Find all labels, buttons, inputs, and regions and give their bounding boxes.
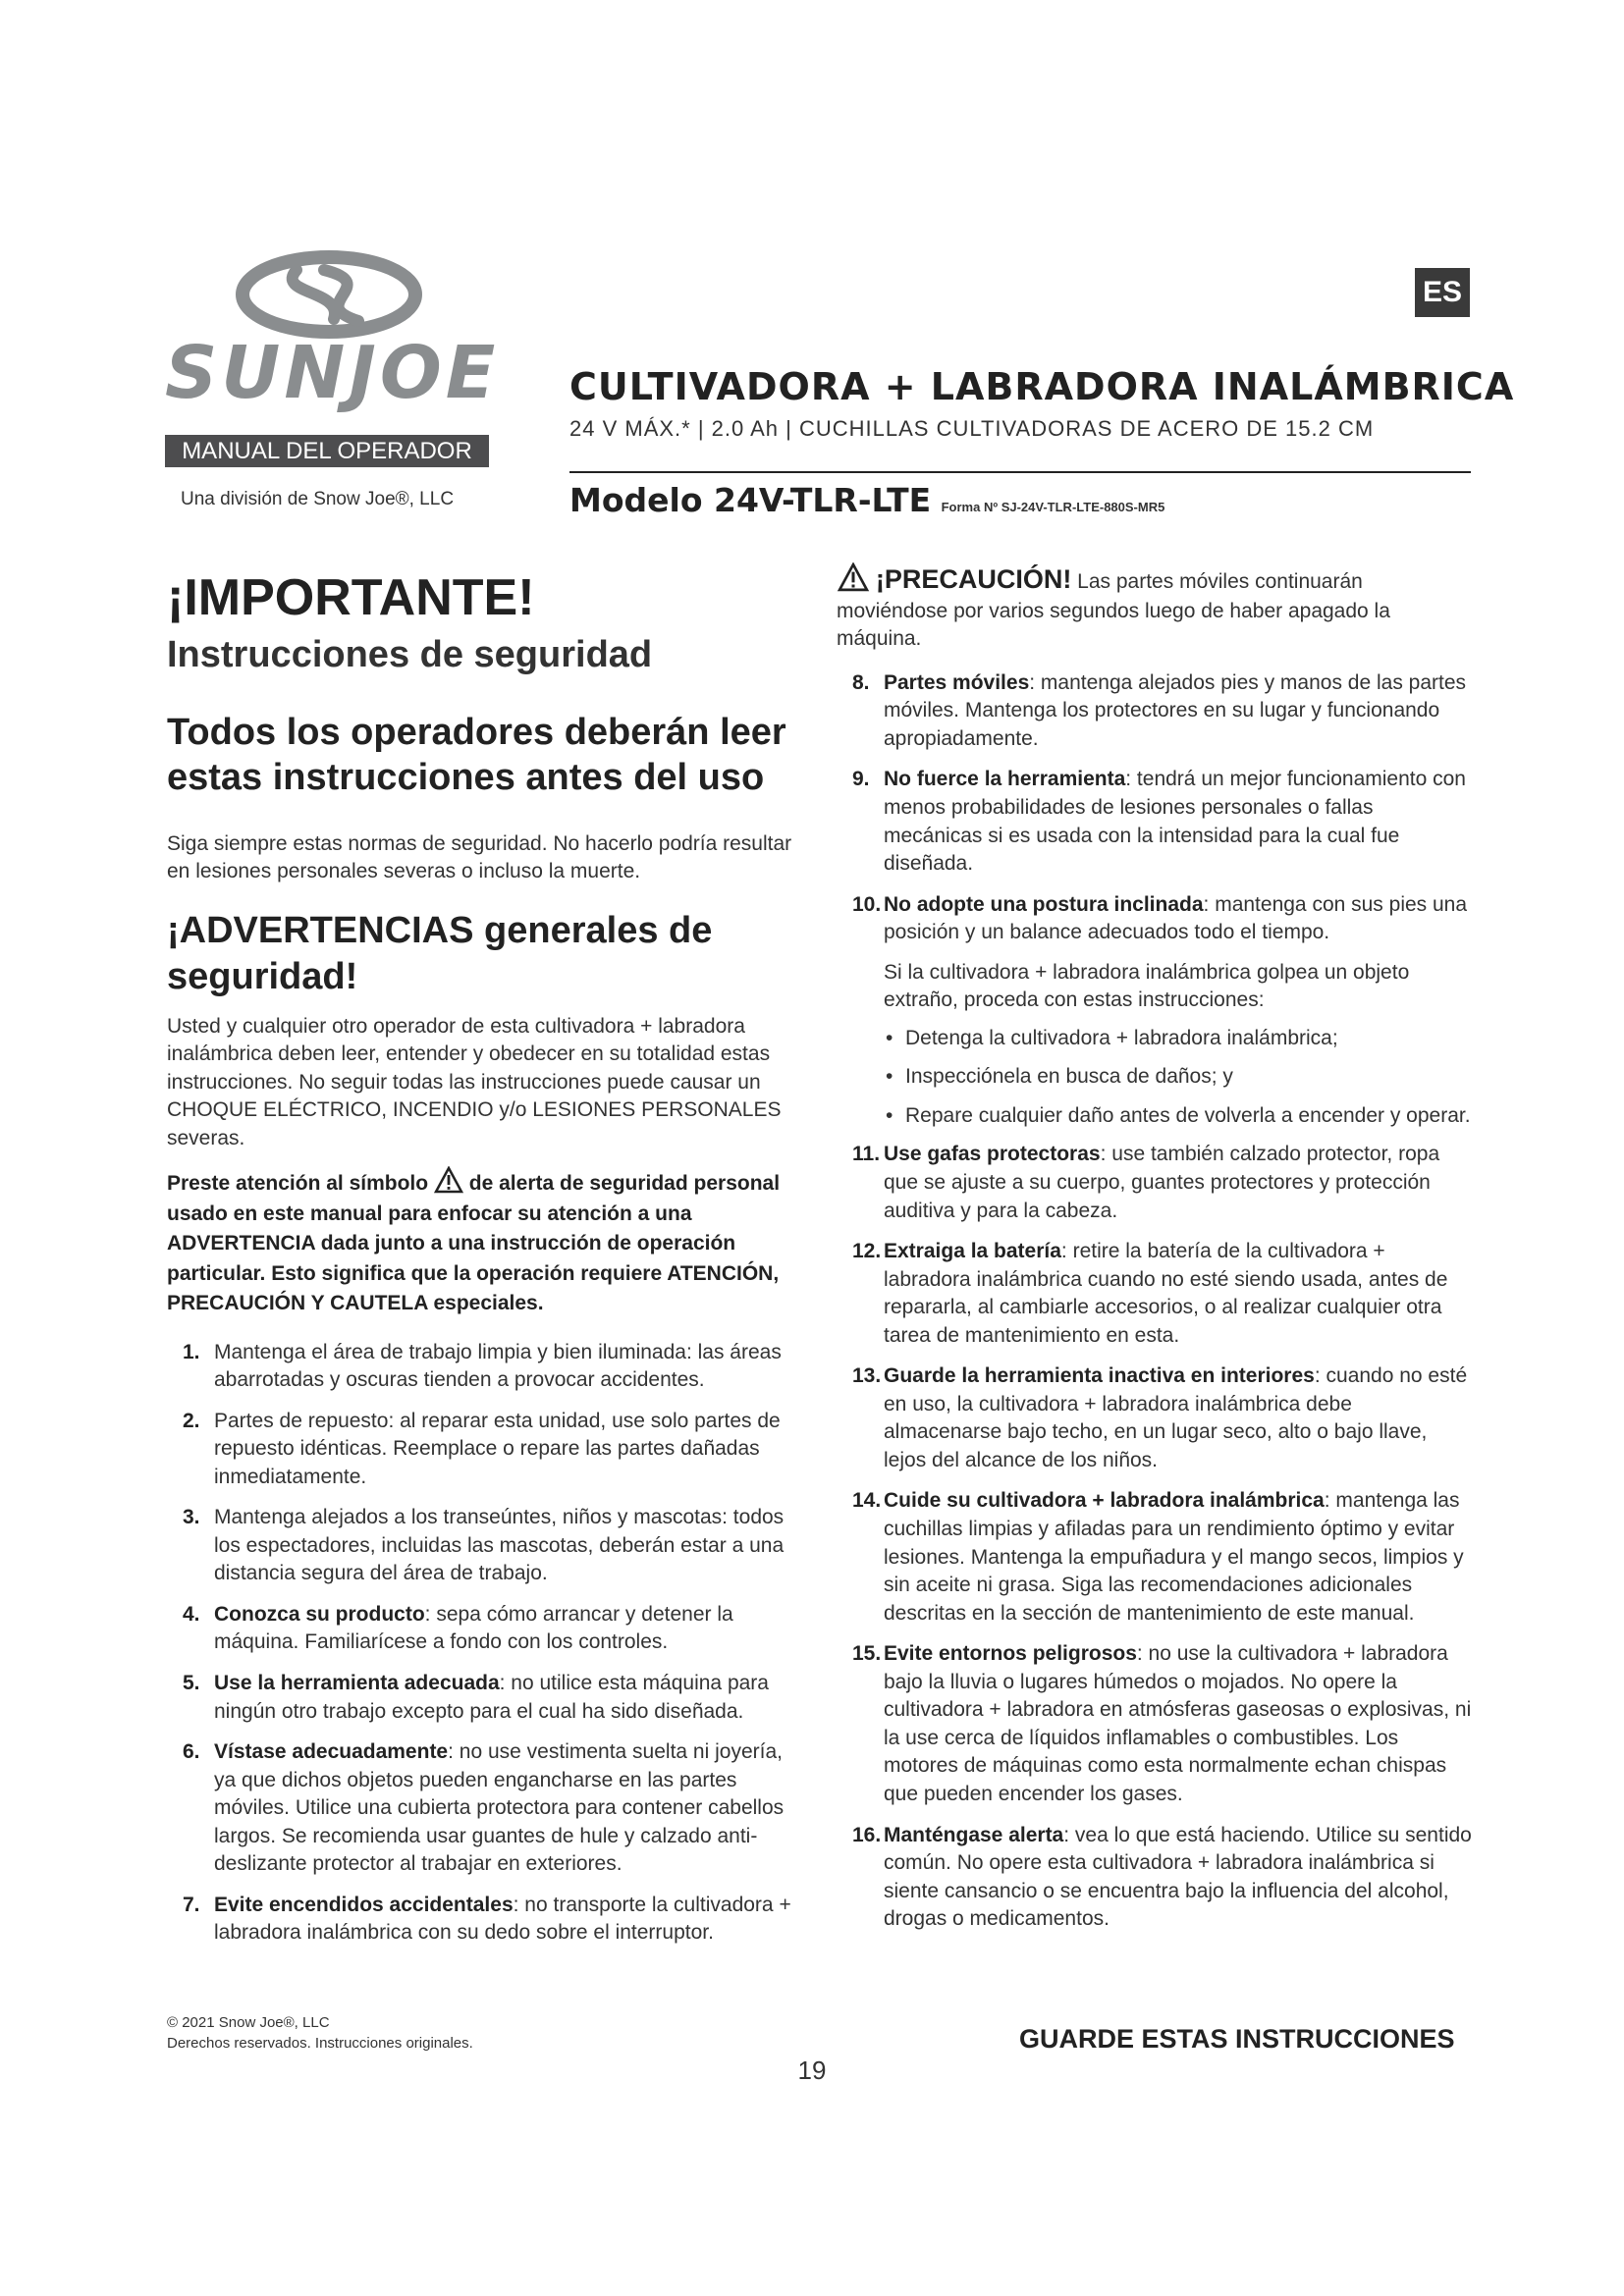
warnings-heading: ¡ADVERTENCIAS generales de seguridad! [167,909,713,998]
sunjoe-logo-mark-icon [236,250,422,339]
sunjoe-logo [165,250,499,422]
foreign-object-steps [884,1025,1475,1131]
left-safety-list [167,1339,805,1948]
left-column [167,569,805,1960]
caution-title: ¡PRECAUCIÓN! [875,564,1072,594]
instructions-heading: Instrucciones de seguridad [167,633,653,675]
list-item: • Detenga la cultivadora + labradora inalámbrica; [884,1025,1475,1053]
list-item: 3. Mantenga alejados a los transeúntes, niños y mascotas: todos los espectadores, incluidas las mascotas, deberán estar a una distancia segura del área de trabajo. [183,1506,785,1585]
warning-triangle-icon [434,1166,463,1194]
list-item: 11. Use gafas protectoras: use también calzado protector, ropa que se ajuste a su cuerpo, guantes protectores y protección auditiva y para la cabeza. [852,1143,1440,1222]
list-item: • Repare cualquier daño antes de volverla a encender y operar. [884,1102,1475,1131]
list-item: 16. Manténgase alerta: vea lo que está haciendo. Utilice su sentido común. No opere esta cultivadora + labradora inalámbrica si siente cansancio o se encuentra bajo la influencia del alcohol, drogas o medicamentos. [852,1823,1472,1931]
list-item: 1. Mantenga el área de trabajo limpia y bien iluminada: las áreas abarrotadas y oscuras tienden a provocar accidentes. [183,1340,782,1392]
rights-text: Derechos reservados. Instrucciones originales. [167,2035,473,2052]
list-item: 13. Guarde la herramienta inactiva en interiores: cuando no esté en uso, la cultivadora + labradora inalámbrica debe almacenarse bajo techo, en un lugar seco, alto o bajo llave, lejos del alcance de los niños. [852,1364,1468,1471]
caution-paragraph [837,561,1475,654]
manual-label: MANUAL DEL OPERADOR [165,435,489,467]
list-item: 5. Use la herramienta adecuada: no utilice esta máquina para ningún otro trabajo excepto para el cual ha sido diseñada. [183,1672,769,1723]
logo-wordmark: SUNJOE [165,331,500,415]
attention-paragraph [167,1166,805,1318]
save-instructions: GUARDE ESTAS INSTRUCCIONES [1019,2024,1455,2054]
form-number: Forma Nº SJ-24V-TLR-LTE-880S-MR5 [941,500,1165,514]
page-number: 19 [797,2056,827,2085]
warnings-text: Usted y cualquier otro operador de esta cultivadora + labradora inalámbrica deben leer, entender y obedecer en su totalidad estas instrucciones. No seguir todas las instrucciones puede causar un CHOQUE ELÉCTRICO, INCENDIO y/o LESIONES PERSONALES severas. [167,1014,782,1149]
attention-text-b: de alerta de seguridad personal usado en este manual para enfocar su atención a una ADVERTENCIA dada junto a una instrucción de operación particular. Esto significa que la operación requiere ATENCIÓN, PRECAUCIÓN Y CAUTELA especiales. [167,1172,781,1315]
footer-copyright [167,2012,473,2054]
division-text: Una división de Snow Joe®, LLC [181,489,455,509]
list-item: 10. No adopte una postura inclinada: mantenga con sus pies una posición y un balance adecuados todo el tiempo. [852,892,1468,944]
product-title: CULTIVADORA + LABRADORA INALÁMBRICA [569,365,1515,408]
list-item: 15. Evite entornos peligrosos: no use la cultivadora + labradora bajo la lluvia o lugares húmedos o mojados. No opere la cultivadora + labradora en atmósferas gaseosas o explosivas, ni la use cerca de líquidos inflamables o combustibles. Los motores de máquinas como esta normalmente echan chispas que pueden encender los gases. [852,1642,1472,1805]
important-heading: ¡IMPORTANTE! [167,569,535,626]
attention-text-a: Preste atención al símbolo [167,1172,429,1196]
right-safety-list-a [837,669,1475,947]
list-item: 6. Vístase adecuadamente: no use vestimenta suelta ni joyería, ya que dichos objetos pueden engancharse en las partes móviles. Utilice una cubierta protectora para contener cabellos largos. Se recomienda usar guantes de hule y calzado anti-deslizante protector al trabajar en exteriores. [183,1740,785,1876]
list-item: 8. Partes móviles: mantenga alejados pies y manos de las partes móviles. Mantenga los protectores en su lugar y funcionando apropiadamente. [852,670,1467,750]
model-line [569,481,1164,519]
list-item: 12. Extraiga la batería: retire la batería de la cultivadora + labradora inalámbrica cuando no esté siendo usada, antes de repararla, al cambiarle accesorios, o al realizar cualquier otra tarea de mantenimiento en esta. [852,1240,1448,1347]
header-divider [569,471,1471,473]
right-safety-list-b [837,1141,1475,1933]
list-item: 14. Cuide su cultivadora + labradora inalámbrica: mantenga las cuchillas limpias y afiladas para un rendimiento óptimo y evitar lesiones. Mantenga la empuñadura y el mango secos, limpios y sin aceite ni grasa. Siga las recomendaciones adicionales descritas en la sección de mantenimiento de este manual. [852,1489,1464,1625]
intro-text: Siga siempre estas normas de seguridad. No hacerlo podría resultar en lesiones personales severas o incluso la muerte. [167,831,792,883]
caution-text: Las partes móviles continuarán moviéndose por varios segundos luego de haber apagado la máquina. [837,570,1390,651]
language-badge: ES [1415,268,1470,317]
list-item: 4. Conozca su producto: sepa cómo arrancar y detener la máquina. Familiarícese a fondo con los controles. [183,1602,733,1654]
all-operators-heading: Todos los operadores deberán leer estas instrucciones antes del uso [167,711,786,799]
foreign-object-intro: Si la cultivadora + labradora inalámbrica golpea un objeto extraño, proceda con estas instrucciones: [884,960,1410,1012]
right-column [837,561,1475,1947]
list-item: • Inspecciónela en busca de daños; y [884,1063,1475,1092]
list-item: 2. Partes de repuesto: al reparar esta unidad, use solo partes de repuesto idénticas. Reemplace o repare las partes dañadas inmediatamente. [183,1409,781,1488]
list-item: 7. Evite encendidos accidentales: no transporte la cultivadora + labradora inalámbrica con su dedo sobre el interruptor. [183,1893,791,1945]
list-item: 9. No fuerce la herramienta: tendrá un mejor funcionamiento con menos probabilidades de lesiones personales o fallas mecánicas si es usada con la intensidad para la cual fue diseñada. [852,768,1466,876]
copyright-text: © 2021 Snow Joe®, LLC [167,2014,330,2031]
caution-triangle-icon [837,562,870,592]
product-subtitle: 24 V MÁX.* | 2.0 Ah | CUCHILLAS CULTIVADORAS DE ACERO DE 15.2 CM [569,416,1375,441]
model-label: Modelo 24V-TLR-LTE [569,481,932,519]
